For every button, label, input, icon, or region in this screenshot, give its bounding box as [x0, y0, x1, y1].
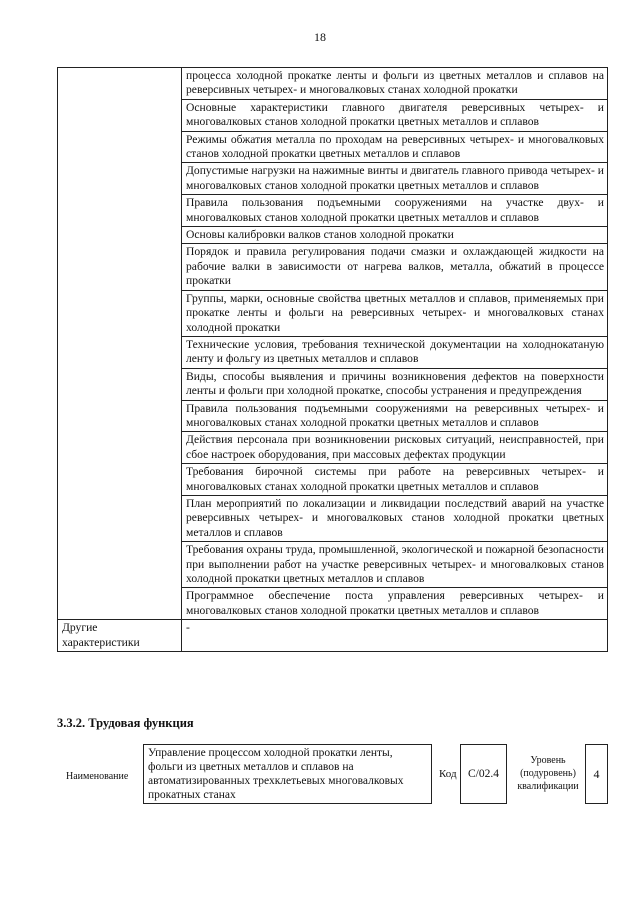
knowledge-item: Допустимые нагрузки на нажимные винты и двигатель главного привода четырех- и многовалковых станов холодной прокатки цветных металлов и сплавов: [182, 163, 608, 195]
knowledge-item: План мероприятий по локализации и ликвидации последствий аварий на участке реверсивных четырех- и многовалковых станов холодной прокатки цветных металлов и сплавов: [182, 495, 608, 541]
knowledge-item: Действия персонала при возникновении рисковых ситуаций, неисправностей, при сбое настроек оборудования, при массовых дефектах продукции: [182, 432, 608, 464]
qualification-level: 4: [593, 767, 600, 781]
knowledge-table: [57, 67, 608, 652]
qualification-level-box: [585, 744, 608, 804]
function-code: C/02.4: [468, 768, 499, 780]
knowledge-item: Требования охраны труда, промышленной, экологической и пожарной безопасности при выполнении работ на участке реверсивных четырех- и многовалковых станов холодной прокатки цветных металлов и сплавов: [182, 542, 608, 588]
section-title: 3.3.2. Трудовая функция: [57, 716, 194, 730]
knowledge-item: Программное обеспечение поста управления реверсивных четырех- и многовалковых станов холодной прокатки цветных металлов и сплавов: [182, 588, 608, 620]
level-label: Уровень (подуровень) квалификации: [517, 755, 579, 792]
code-label: Код: [439, 768, 457, 780]
knowledge-item: Виды, способы выявления и причины возникновения дефектов на поверхности ленты и фольги при холодной прокатке, способы устранения и предупреждения: [182, 368, 608, 400]
other-characteristics-row: [58, 620, 608, 652]
function-code-box: [460, 744, 507, 804]
name-label: Наименование: [66, 771, 129, 782]
knowledge-item: Основы калибровки валков станов холодной прокатки: [182, 227, 608, 244]
other-characteristics-value: -: [182, 620, 608, 652]
knowledge-item: Требования бирочной системы при работе на реверсивных четырех- и многовалковых станах холодной прокатки цветных металлов и сплавов: [182, 464, 608, 496]
knowledge-item: Правила пользования подъемными сооружениями на реверсивных четырех- и многовалковых станах холодной прокатки цветных металлов и сплавов: [182, 400, 608, 432]
knowledge-item: Группы, марки, основные свойства цветных металлов и сплавов, применяемых при прокатке ленты и фольги на реверсивных четырех- и многовалковых станах холодной прокатки: [182, 290, 608, 336]
knowledge-item: Порядок и правила регулирования подачи смазки и охлаждающей жидкости на рабочие валки в зависимости от нагрева валков, металла, обжатий в процессе прокатки: [182, 244, 608, 290]
knowledge-item: Технические условия, требования технической документации на холоднокатаную ленту и фольгу из цветных металлов и сплавов: [182, 336, 608, 368]
function-name-box: Управление процессом холодной прокатки ленты, фольги из цветных металлов и сплавов на автоматизированных трехклетьевых многовалковых прокатных станах: [143, 744, 432, 804]
knowledge-row: [58, 68, 608, 100]
knowledge-item: Правила пользования подъемными сооружениями на участке двух- и многовалковых станов холодной прокатки цветных металлов и сплавов: [182, 195, 608, 227]
page-number: 18: [314, 30, 326, 44]
knowledge-item: процесса холодной прокатке ленты и фольги из цветных металлов и сплавов на реверсивных четырех- и многовалковых станах холодной прокатки: [182, 68, 608, 100]
row-label-cell: [58, 68, 182, 620]
knowledge-item: Основные характеристики главного двигателя реверсивных четырех- и многовалковых станов холодной прокатки цветных металлов и сплавов: [182, 99, 608, 131]
knowledge-item: Режимы обжатия металла по проходам на реверсивных четырех- и многовалковых станов холодной прокатки цветных металлов и сплавов: [182, 131, 608, 163]
other-characteristics-label: Другие характеристики: [58, 620, 182, 652]
